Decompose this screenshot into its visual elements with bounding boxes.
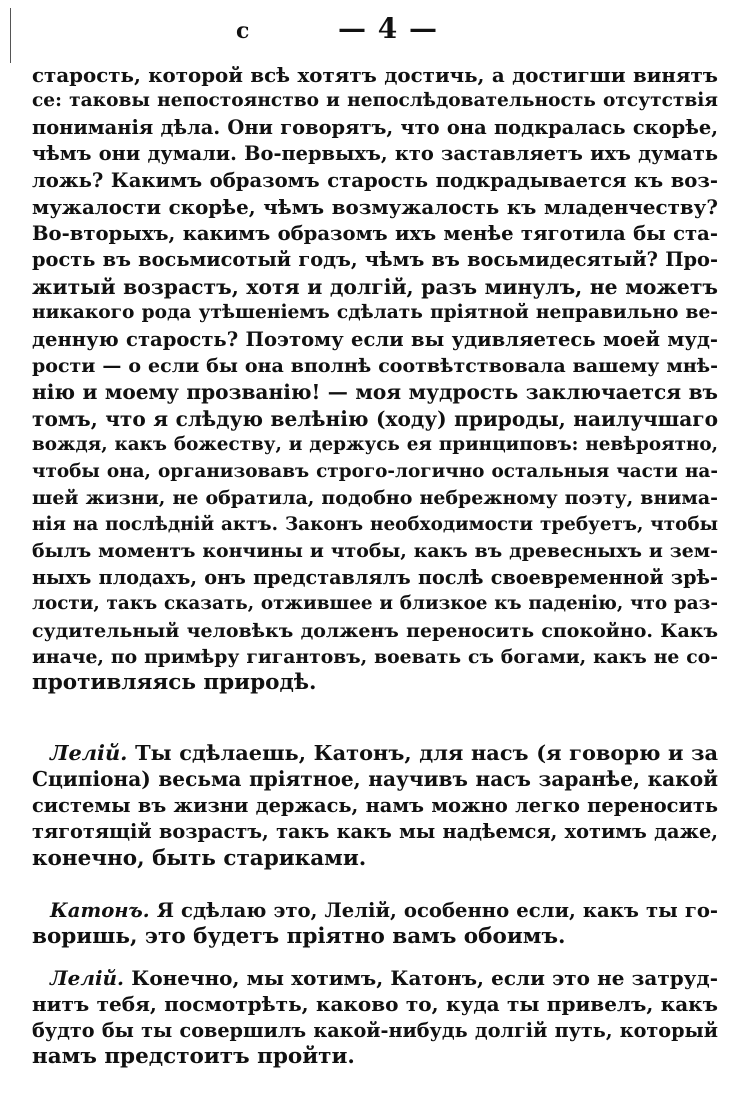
line-text: Ты сдѣлаешь, Катонъ, для насъ (я говорю и за xyxy=(135,740,718,765)
text-line: пониманія дѣла. Они говорятъ, что она подкралась скорѣе, xyxy=(32,115,718,139)
text-line: Во-вторыхъ, какимъ образомъ ихъ менѣе тяготила бы ста- xyxy=(32,221,718,245)
text-line: ныхъ плодахъ, онъ представлялъ послѣ своевременной зрѣ- xyxy=(32,565,718,589)
line-text: Я сдѣлаю это, Лелій, особенно если, какъ ты го- xyxy=(156,899,719,922)
text-line: рости — о если бы она вполнѣ соотвѣтствовала вашему мнѣ- xyxy=(32,354,718,377)
text-line: мужалости скорѣе, чѣмъ возмужалость къ младенчеству? xyxy=(32,195,718,220)
text-line: иначе, по примѣру гигантовъ, воевать съ богами, какъ не со- xyxy=(32,645,718,668)
text-line: лости, такъ сказать, отжившее и близкое къ паденію, что раз- xyxy=(32,593,718,615)
text-line: ложь? Какимъ образомъ старость подкрадывается къ воз- xyxy=(32,168,718,192)
text-line: нія на послѣдній актъ. Законъ необходимости требуетъ, чтобы xyxy=(32,513,718,535)
line-text: Конечно, мы хотимъ, Катонъ, если это не затруд- xyxy=(131,966,718,990)
text-line: никакого рода утѣшеніемъ сдѣлать пріятной неправильно ве- xyxy=(32,302,718,324)
text-line: шей жизни, не обратила, подобно небрежному поэту, внима- xyxy=(32,487,718,510)
text-line xyxy=(32,965,718,991)
text-line: нію и моему прозванію! — моя мудрость заключается въ xyxy=(32,380,718,405)
text-line: се: таковы непостоянство и непослѣдовательность отсутствія xyxy=(32,90,718,112)
text-line: Сципіона) весьма пріятное, научивъ насъ заранѣе, какой xyxy=(32,767,718,792)
speaker-name: Лелій. xyxy=(50,740,128,765)
text-line xyxy=(32,740,718,766)
text-line xyxy=(32,898,718,924)
text-line: тяготящій возрастъ, такъ какъ мы надѣемся, хотимъ даже, xyxy=(32,820,718,844)
text-line: вождя, какъ божеству, и держусь ея принциповъ: невѣроятно, xyxy=(32,434,718,456)
text-line: будто бы ты совершилъ какой-нибудь долгій путь, который xyxy=(32,1018,718,1042)
paragraph-3 xyxy=(32,898,718,951)
text-line: денную старость? Поэтому если вы удивляетесь моей муд- xyxy=(32,327,718,351)
text-line: намъ предстоитъ пройти. xyxy=(32,1044,355,1070)
paragraph-1 xyxy=(32,62,718,697)
text-line: былъ моментъ кончины и чтобы, какъ въ древесныхъ и зем- xyxy=(32,540,718,563)
speaker-name: Катонъ. xyxy=(50,899,150,922)
text-line: чѣмъ они думали. Во-первыхъ, кто заставляетъ ихъ думать xyxy=(32,142,718,166)
text-line: противляясь природѣ. xyxy=(32,670,317,696)
speaker-name: Лелій. xyxy=(50,966,124,990)
paragraph-4 xyxy=(32,965,718,1071)
text-line: чтобы она, организовавъ строго-логично остальныя части на- xyxy=(32,460,718,482)
margin-rule xyxy=(10,8,11,63)
text-line: конечно, быть стариками. xyxy=(32,845,367,871)
text-line: старость, которой всѣ хотятъ достичь, а достигши винятъ xyxy=(32,63,718,87)
text-line: житый возрастъ, хотя и долгій, разъ минулъ, не можетъ xyxy=(32,274,718,299)
text-line: томъ, что я слѣдую велѣнію (ходу) природы, наилучшаго xyxy=(32,406,718,431)
paragraph-2 xyxy=(32,740,718,872)
text-line: судительный человѣкъ долженъ переносить спокойно. Какъ xyxy=(32,619,718,642)
text-line: рость въ восьмисотый годъ, чѣмъ въ восьмидесятый? Про- xyxy=(32,248,718,272)
text-line: нитъ тебя, посмотрѣть, каково то, куда ты привелъ, какъ xyxy=(32,992,718,1017)
text-line: воришь, это будетъ пріятно вамъ обоимъ. xyxy=(32,924,566,950)
text-line: системы въ жизни держась, намъ можно легко переносить xyxy=(32,793,718,817)
page-number: — 4 — xyxy=(338,12,438,45)
header-mark: с xyxy=(236,18,250,44)
